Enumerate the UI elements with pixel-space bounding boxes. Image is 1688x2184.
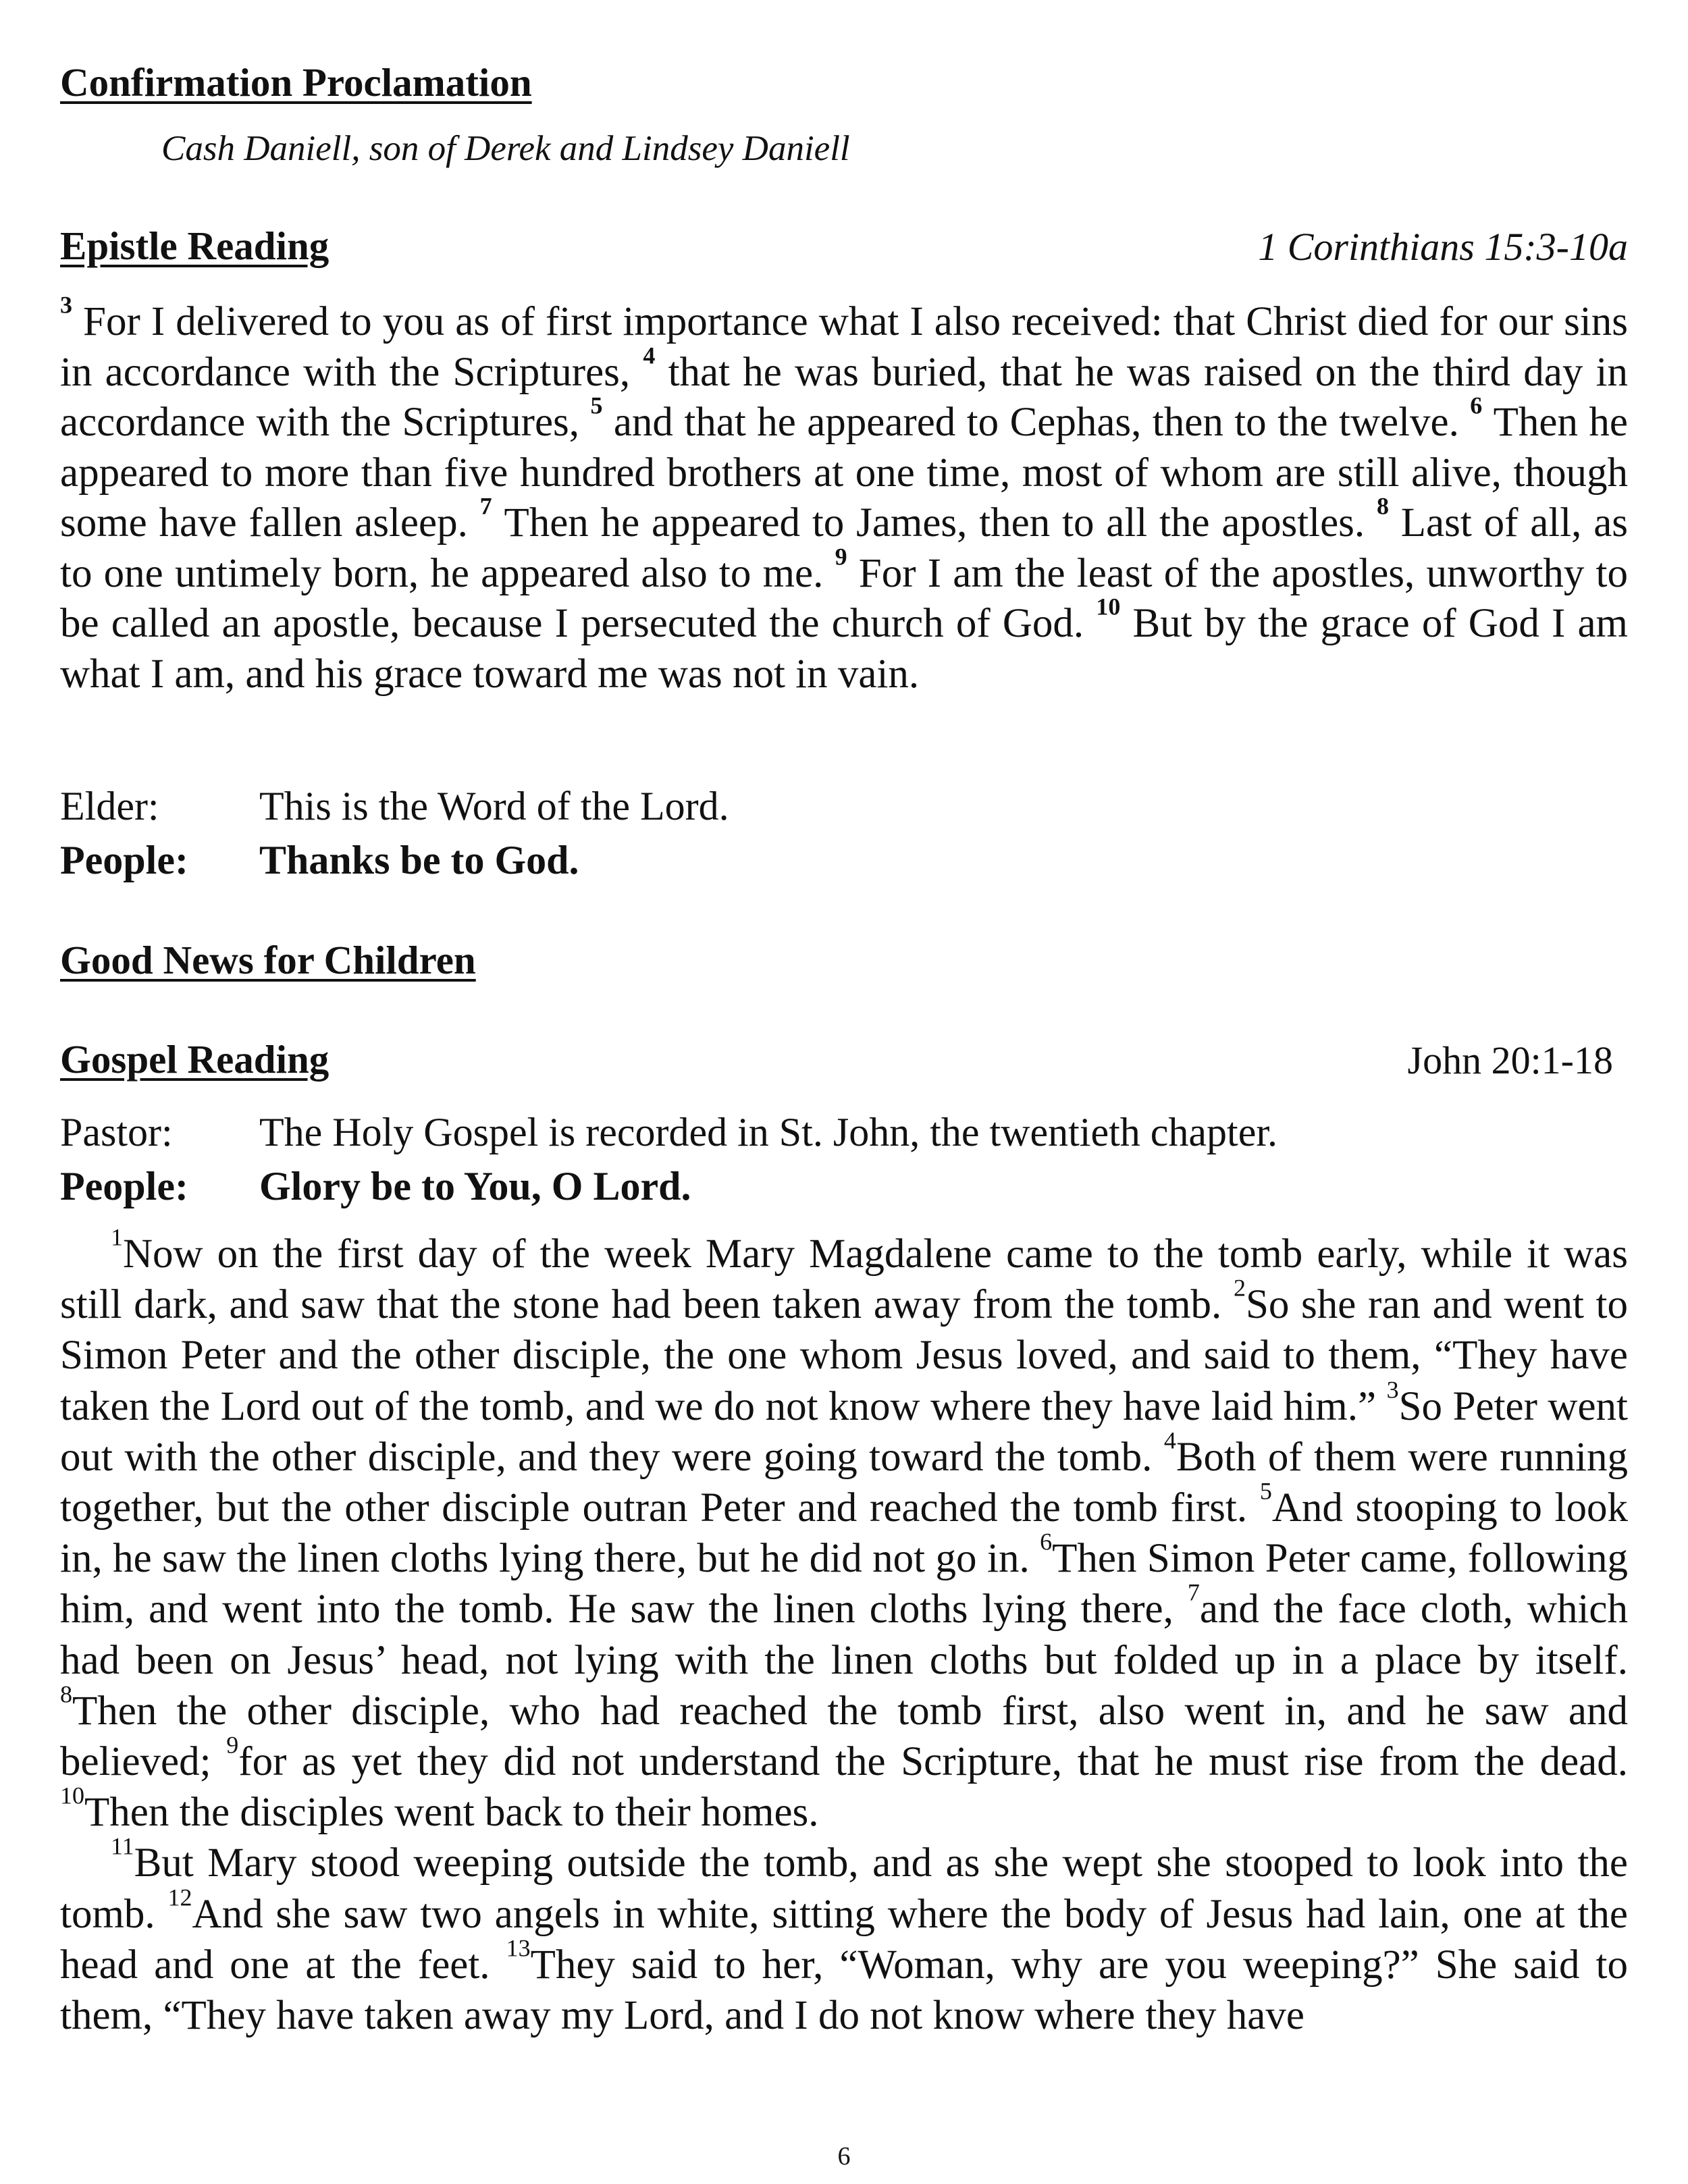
gospel-heading: Gospel Reading	[60, 1037, 329, 1082]
verse-number: 5	[590, 392, 603, 419]
verse-number: 8	[1376, 492, 1389, 520]
verse-text: Both of them were running together, but the other disciple outran Peter and reached the tomb first.	[60, 1434, 1628, 1531]
people-label: People:	[60, 838, 188, 882]
verse-number: 7	[1187, 1579, 1200, 1607]
verse-number: 5	[1259, 1477, 1272, 1505]
gospel-paragraph	[60, 1833, 1628, 2041]
pastor-text: The Holy Gospel is recorded in St. John, the twentieth chapter.	[259, 1110, 1277, 1154]
verse-number: 3	[60, 291, 72, 319]
gospel-paragraph	[60, 1223, 1629, 1838]
verse-text: Then he appeared to more than five hundred brothers at one time, most of whom are still alive, though some have fallen asleep.	[60, 400, 1628, 545]
verse-text: So she ran and went to Simon Peter and the other disciple, the one whom Jesus loved, and said to them, “They have taken the Lord out of the tomb, and we do not know where they have laid him.”	[60, 1282, 1628, 1429]
verse-number: 9	[835, 543, 847, 570]
verse-number: 4	[643, 342, 656, 369]
verse-text: Then the disciples went back to their homes.	[84, 1790, 819, 1836]
verse-number: 13	[506, 1934, 531, 1962]
verse-number: 10	[1096, 593, 1121, 620]
verse-number: 9	[226, 1731, 239, 1759]
verse-text: Then Simon Peter came, following him, and went into the tomb. He saw the linen cloths lying there,	[60, 1536, 1629, 1632]
verse-text: Then he appeared to James, then to all the apostles.	[492, 500, 1365, 545]
verse-number: 2	[1233, 1274, 1246, 1302]
verse-text: Then the other disciple, who had reached the tomb first, also went in, and he saw and believed;	[60, 1688, 1628, 1785]
gospel-intro-leader	[60, 1109, 1277, 1156]
verse-text: For I delivered to you as of first importance what I also received: that Christ died for our sins in accordance with the Scriptures,	[60, 299, 1628, 395]
verse-number: 8	[60, 1680, 72, 1708]
verse-text: But Mary stood weeping outside the tomb, and as she wept she stooped to look into the tomb.	[60, 1840, 1628, 1937]
verse-text: Last of all, as to one untimely born, he appeared also to me.	[60, 500, 1629, 596]
epistle-text	[60, 291, 1629, 699]
page-number: 6	[837, 2142, 851, 2170]
verse-text: And she saw two angels in white, sitting where the body of Jesus had lain, one at the head and one at the feet.	[60, 1891, 1628, 1988]
verse-number: 10	[60, 1782, 84, 1809]
pastor-label: Pastor:	[60, 1110, 173, 1154]
verse-text: that he was buried, that he was raised on the third day in accordance with the Scriptures,	[60, 349, 1629, 445]
confirmation-heading: Confirmation Proclamation	[60, 60, 532, 105]
verse-text: and that he appeared to Cephas, then to the twelve.	[602, 400, 1459, 445]
verse-number: 11	[111, 1833, 134, 1861]
verse-number: 3	[1386, 1376, 1399, 1404]
gospel-reference: John 20:1-18	[1407, 1038, 1613, 1082]
verse-text: for as yet they did not understand the Scripture, that he must rise from the dead.	[238, 1739, 1629, 1785]
people-text: Glory be to You, O Lord.	[259, 1164, 691, 1208]
verse-text: Now on the first day of the week Mary Magdalene came to the tomb early, while it was still dark, and saw that the stone had been taken away from the tomb.	[60, 1231, 1628, 1328]
gospel-intro-people	[60, 1163, 691, 1210]
elder-text: This is the Word of the Lord.	[259, 784, 729, 828]
verse-number: 6	[1040, 1528, 1053, 1555]
verse-number: 12	[167, 1884, 192, 1911]
verse-number: 6	[1470, 392, 1483, 419]
verse-number: 1	[111, 1223, 123, 1251]
verse-number: 4	[1163, 1427, 1176, 1454]
verse-text: So Peter went out with the other disciple, and they were going toward the tomb.	[60, 1383, 1629, 1480]
children-heading: Good News for Children	[60, 938, 476, 982]
people-label: People:	[60, 1164, 188, 1208]
verse-text: But by the grace of God I am what I am, and his grace toward me was not in vain.	[60, 601, 1629, 697]
elder-label: Elder:	[60, 784, 159, 828]
verse-number: 7	[479, 492, 492, 520]
epistle-heading: Epistle Reading	[60, 223, 329, 268]
verse-text: For I am the least of the apostles, unworthy to be called an apostle, because I persecuted the church of God.	[60, 550, 1628, 646]
gospel-text	[60, 1223, 1629, 2041]
confirmation-candidate: Cash Daniell, son of Derek and Lindsey Daniell	[161, 129, 850, 168]
verse-text: And stooping to look in, he saw the linen cloths lying there, but he did not go in.	[60, 1485, 1628, 1582]
verse-text: They said to her, “Woman, why are you weeping?” She said to them, “They have taken away my Lord, and I do not know where they have	[60, 1942, 1628, 2039]
epistle-response-leader	[60, 783, 729, 830]
people-text: Thanks be to God.	[259, 838, 579, 882]
verse-text: and the face cloth, which had been on Jesus’ head, not lying with the linen cloths but folded up in a place by itself.	[60, 1587, 1629, 1683]
epistle-response-people	[60, 837, 579, 884]
epistle-reference: 1 Corinthians 15:3-10a	[1258, 225, 1628, 269]
